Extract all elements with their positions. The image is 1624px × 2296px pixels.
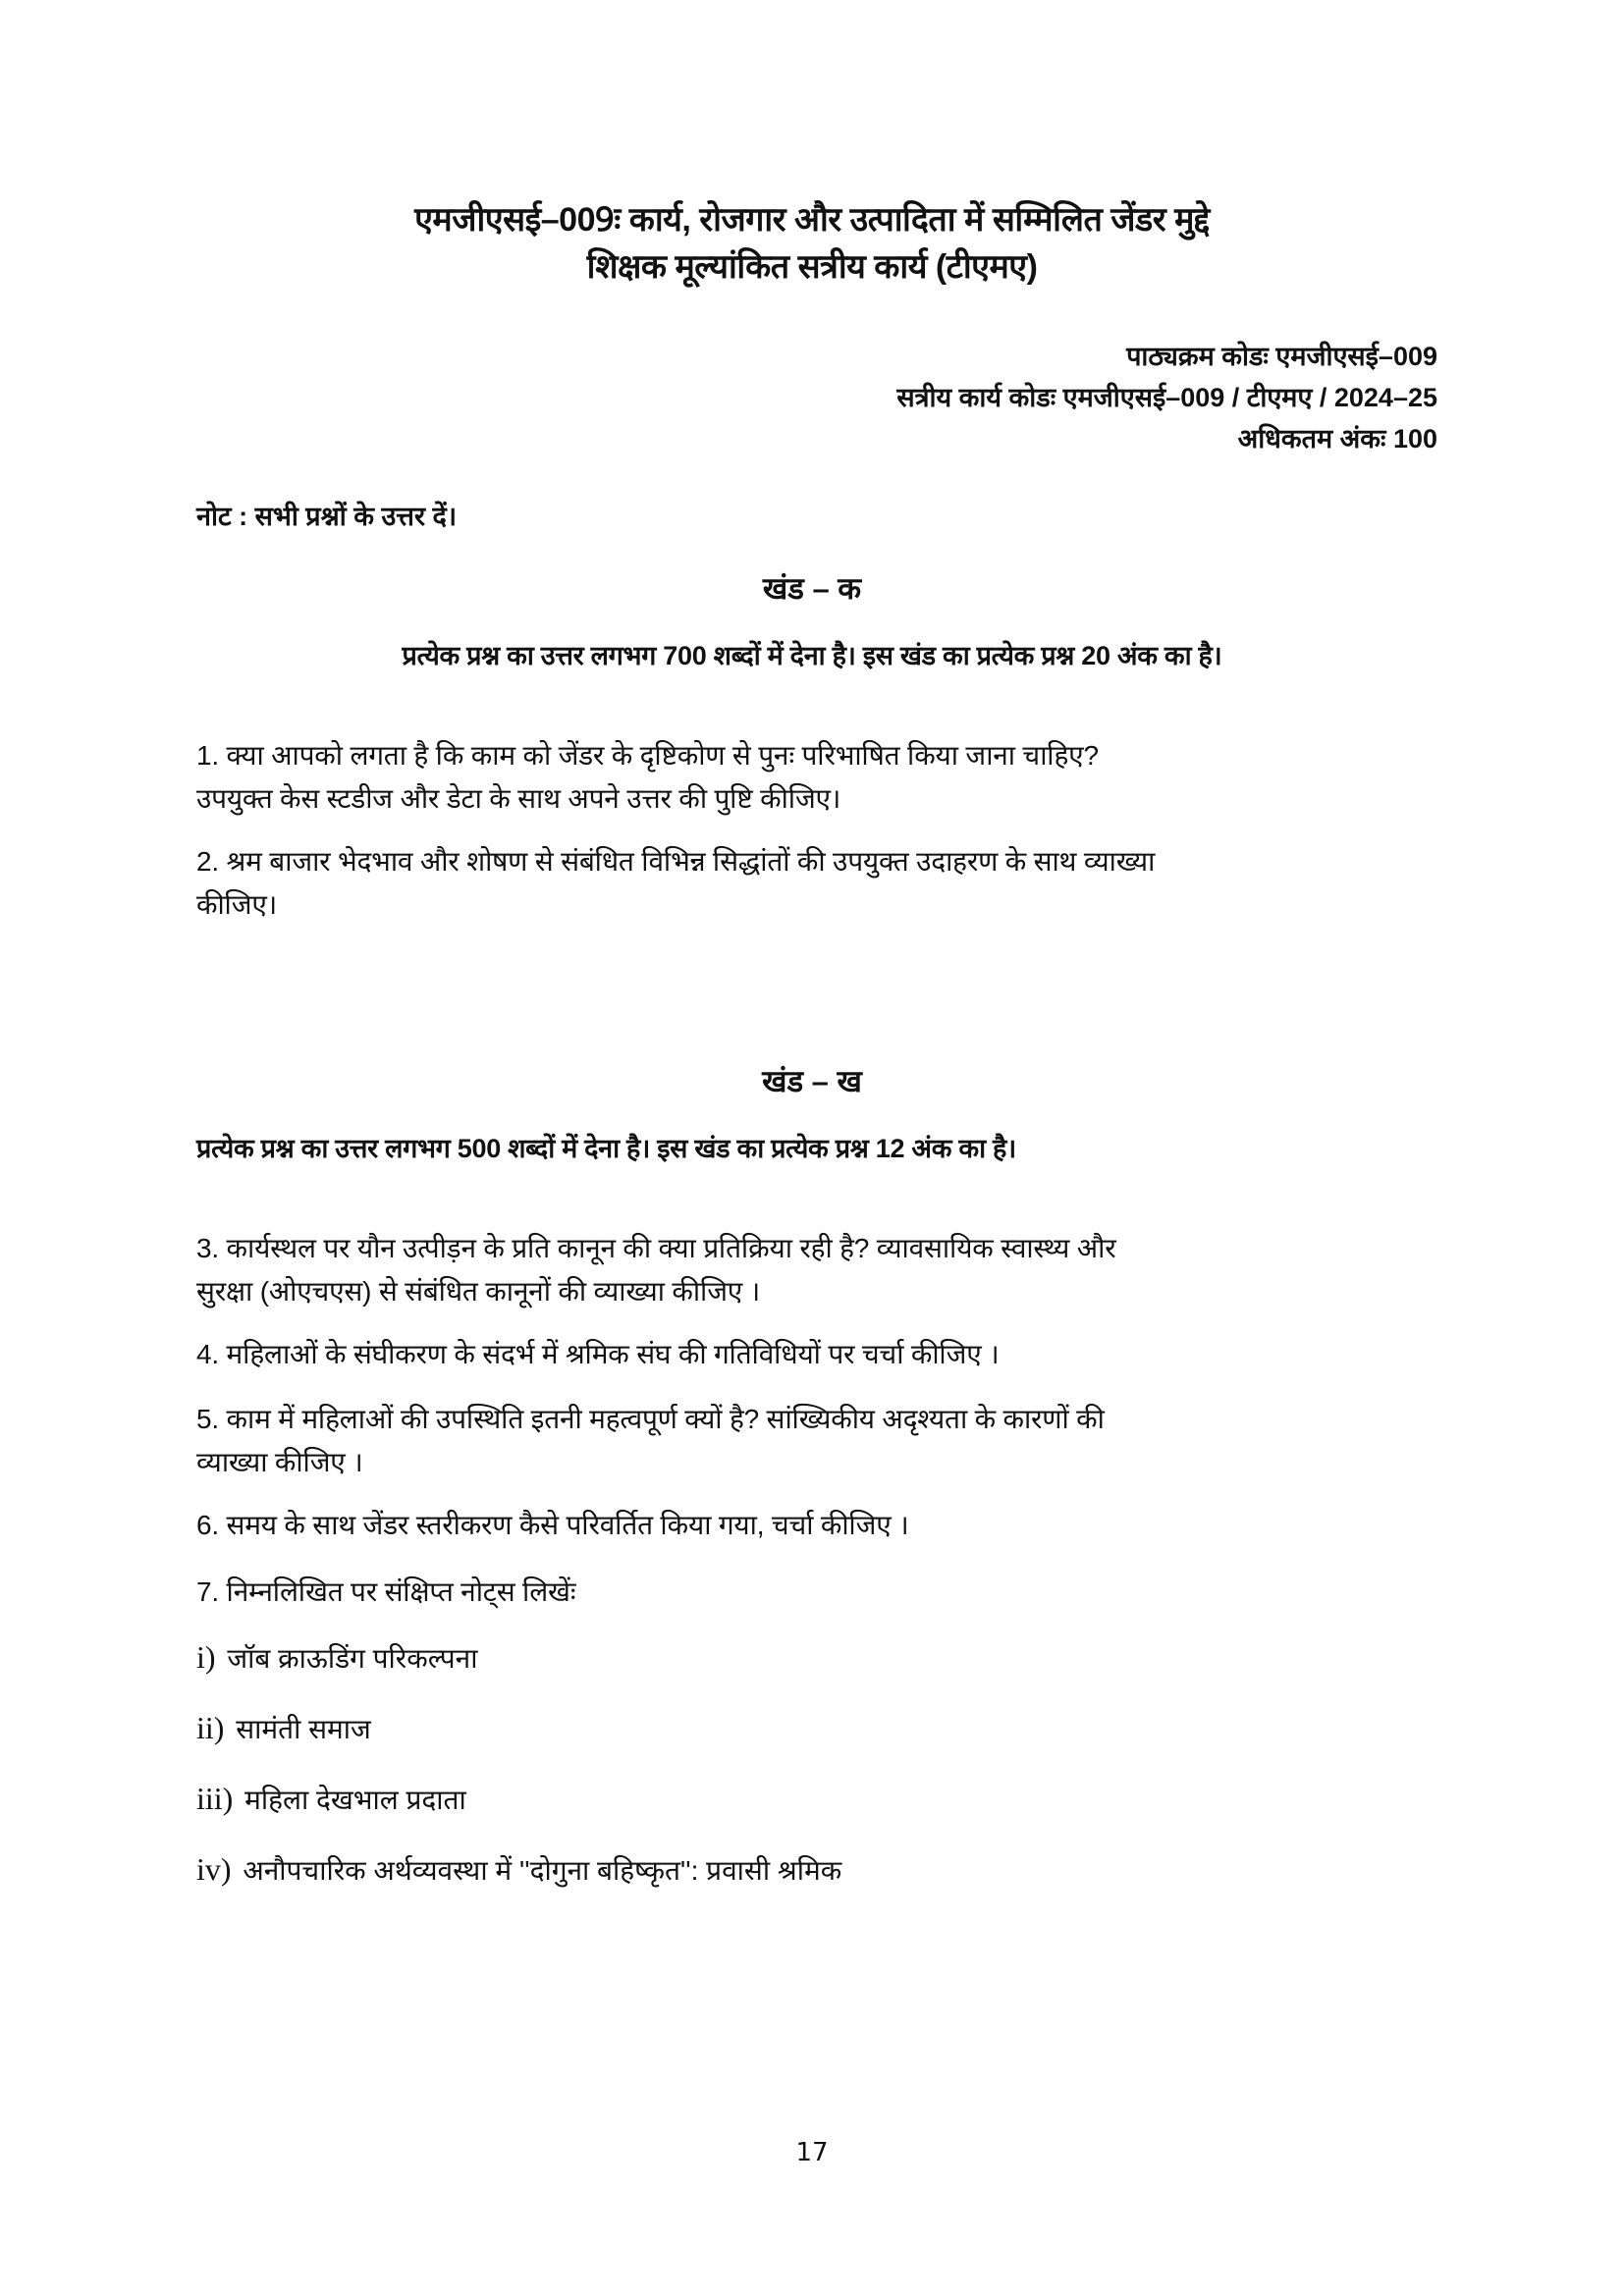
course-code: पाठ्यक्रम कोडः एमजीएसई–009 [1126,342,1437,371]
question-3 [196,1227,1424,1313]
question-5-line-2: व्याख्या कीजिए । [196,1447,363,1477]
question-6 [196,1504,1424,1547]
title-line-1: एमजीएसई–009ः कार्य, रोजगार और उत्पादिता में सम्मिलित जेंडर मुद्दे [414,201,1210,239]
sub-item-text: महिला देखभाल प्रदाता [244,1785,466,1815]
question-3-line-1: 3. कार्यस्थल पर यौन उत्पीड़न के प्रति कानून की क्या प्रतिक्रिया रही है? व्यावसायिक स्वास्थ्य और [196,1233,1116,1263]
sub-item-text: जॉब क्राऊडिंग परिकल्पना [227,1643,478,1674]
document-title [196,196,1428,291]
question-5 [196,1398,1424,1484]
assignment-meta [896,336,1437,459]
sub-item-i [196,1639,477,1677]
sub-item-number: iv) [196,1851,232,1887]
sub-item-iii [196,1781,466,1818]
sub-item-number: iii) [196,1781,234,1816]
sub-item-text: सामंती समाज [236,1714,371,1744]
max-marks: अधिकतम अंकः 100 [1237,424,1437,454]
section-heading-b: खंड – ख [762,1064,862,1098]
sub-item-iv [196,1851,841,1889]
question-4-line-1: 4. महिलाओं के संघीकरण के संदर्भ में श्रमिक संघ की गतिविधियों पर चर्चा कीजिए । [196,1339,1000,1369]
question-7 [196,1571,1424,1614]
sub-item-text: अनौपचारिक अर्थव्यवस्था में ''दोगुना बहिष्कृत'': प्रवासी श्रमिक [243,1855,842,1886]
sub-item-number: ii) [196,1710,225,1745]
question-7-line-1: 7. निम्नलिखित पर संक्षिप्त नोट्स लिखेंः [196,1576,576,1607]
question-2-line-1: 2. श्रम बाजार भेदभाव और शोषण से संबंधित विभिन्न सिद्धांतों की उपयुक्त उदाहरण के साथ व्याख्या [196,846,1156,877]
question-1-line-1: 1. क्या आपको लगता है कि काम को जेंडर के दृष्टिकोण से पुनः परिभाषित किया जाना चाहिए? [196,740,1099,771]
question-1-line-2: उपयुक्त केस स्टडीज और डेटा के साथ अपने उत्तर की पुष्टि कीजिए। [196,783,841,814]
question-1 [196,734,1424,821]
question-3-line-2: सुरक्षा (ओएचएस) से संबंधित कानूनों की व्याख्या कीजिए । [196,1276,761,1307]
title-line-2: शिक्षक मूल्यांकित सत्रीय कार्य (टीएमए) [586,248,1038,286]
question-2-line-2: कीजिए। [196,889,278,920]
question-2 [196,840,1424,927]
section-heading-a: खंड – क [762,571,862,606]
sub-item-number: i) [196,1639,216,1675]
question-6-line-1: 6. समय के साथ जेंडर स्तरीकरण कैसे परिवर्तित किया गया, चर्चा कीजिए । [196,1510,909,1540]
question-5-line-1: 5. काम में महिलाओं की उपस्थिति इतनी महत्वपूर्ण क्यों है? सांख्यिकीय अदृश्यता के कारणों की [196,1404,1105,1434]
page-number: 17 [795,2138,829,2167]
section-b-instruction: प्रत्येक प्रश्न का उत्तर लगभग 500 शब्दों में देना है। इस खंड का प्रत्येक प्रश्न 12 अंक का है। [196,1134,1016,1163]
assignment-code: सत्रीय कार्य कोडः एमजीएसई–009 / टीएमए / 2024–25 [896,383,1437,412]
sub-item-ii [196,1710,371,1747]
note: नोट : सभी प्रश्नों के उत्तर दें। [196,502,458,531]
question-4 [196,1333,1424,1376]
section-a-instruction: प्रत्येक प्रश्न का उत्तर लगभग 700 शब्दों में देना है। इस खंड का प्रत्येक प्रश्न 20 अंक का है। [402,641,1222,670]
